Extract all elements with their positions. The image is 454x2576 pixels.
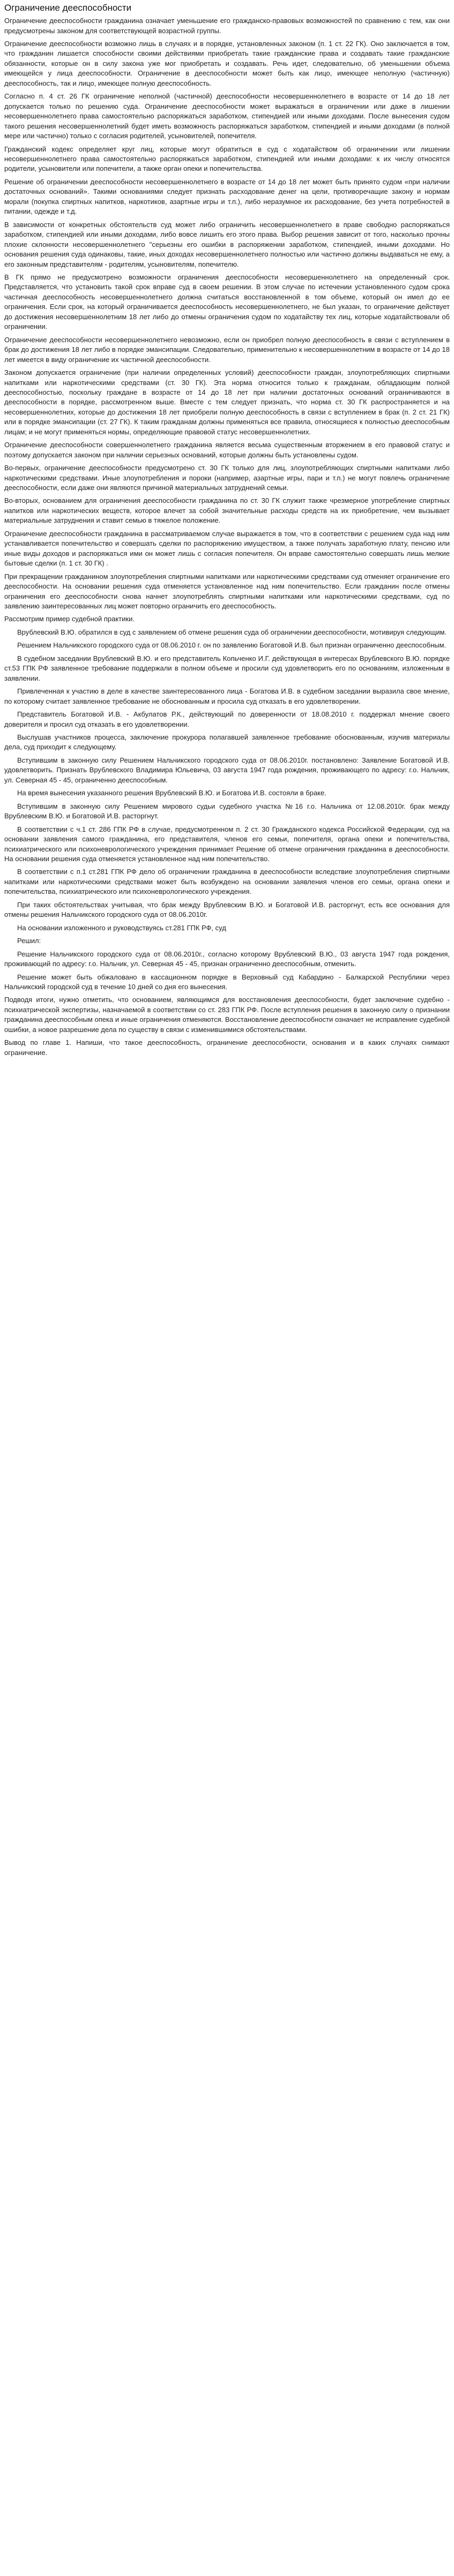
paragraph: В зависимости от конкретных обстоятельств суд может либо ограничить несовершеннолетнего в праве свободно распоряжаться заработком, стипендией или иными доходами, либо вовсе лишить его этого права. Выбор решения зависит от того, насколько прочны плохие склонности несовершеннолетнего "серьезны его ошибки в распоряжении заработком, стипендией, иными доходами. Но основания решения суда одинаковы, такие, иных доходах несовершеннолетнего полностью или частично должны выдаваться не ему, а его законным представителям - родителям, усыновителям, попечителю. [4,220,450,268]
paragraph: Вступившим в законную силу Решением Нальчикского городского суда от 08.06.2010г. постановлено: Заявление Богатовой И.В. удовлетворить. Признать Врублевского Владимира Юльевича, 03 августа 1947 года рождения, проживающего по адресу: г.о. Нальчик, ул. Северная 45 - 45, ограниченно дееспособным. [4,756,450,784]
paragraph: При прекращении гражданином злоупотребления спиртными напитками или наркотическими средствами суд отменяет ограничение его дееспособности. На основании решения суда отменяется установленное над ним попечительство. Если гражданин после отмены ограничения его дееспособности снова начнет злоупотреблять спиртными напитками или наркотическими средствами, суд по заявлению заинтересованных лиц может повторно ограничить его дееспособность. [4,572,450,611]
paragraph: Решил: [17,937,41,945]
paragraph: Решение Нальчикского городского суда от 08.06.2010г., согласно которому Врублевский В.Ю., 03 августа 1947 года рождения, проживающий по адресу: г.о. Нальчик, ул. Северная 45 - 45, признан ограниченно дееспособным, отменить. [4,950,450,968]
paragraph: Привлеченная к участию в деле в качестве заинтересованного лица - Богатова И.В. в судебном заседании выразила свое мнение, по которому считает заявленное требование не обоснованным и просила суд отказать в его удовлетворении. [4,687,450,705]
paragraph: Решение может быть обжаловано в кассационном порядке в Верховный суд Кабардино - Балкарской Республики через Нальчикский городской суд в течение 10 дней со дня его вынесения. [4,973,450,991]
paragraph: Гражданский кодекс определяет круг лиц, которые могут обратиться в суд с ходатайством об ограничении или лишении несовершеннолетнего права самостоятельно распоряжаться заработком, стипендией или иными доходами: к их числу относятся родители, усыновители или попечители, а также орган опеки и попечительства. [4,145,450,173]
document-page [0,0,454,1066]
paragraph: Ограничение дееспособности возможно лишь в случаях и в порядке, установленных законом (п. 1 ст. 22 ГК). Оно заключается в том, что гражданин лишается способности своими действиями приобретать такие гражданские права и создавать такие гражданские обязанности, которые он в силу закона уже мог приобретать и создавать. Речь идет, следовательно, об уменьшении объема имеющейся у лица дееспособности. Ограничение в дееспособности может быть как лицо, имеющее неполную (частичную) дееспособность, так и лицо, имеющее полную дееспособность. [4,40,450,87]
paragraph: Решение об ограничении дееспособности несовершеннолетнего в возрасте от 14 до 18 лет может быть принято судом «при наличии достаточных оснований». Такими основаниями следует признать расходование денег на цели, противоречащие закону и нормам морали (покупка спиртных напитков, наркотиков, азартные игры и т.п.), либо неразумное их расходование, без учета потребностей в питании, одежде и т.д. [4,177,450,216]
paragraph: На основании изложенного и руководствуясь ст.281 ГПК РФ, суд [17,923,226,932]
paragraph: На время вынесения указанного решения Врублевский В.Ю. и Богатова И.В. состояли в браке. [17,789,326,797]
paragraph: Согласно п. 4 ст. 26 ГК ограничение неполной (частичной) дееспособности несовершеннолетнего в возрасте от 14 до 18 лет допускается только по решению суда. Ограничение дееспособности может выражаться в ограничении или даже в лишении несовершеннолетнего права самостоятельно распоряжаться заработком, стипендией или иными доходами. После вынесения судом такого решения несовершеннолетний будет иметь возможность распоряжаться заработком, стипендией и иными доходами (в полной мере или частично) только с согласия родителей, усыновителей, попечителя. [4,92,450,140]
paragraph: Подводя итоги, нужно отметить, что основанием, являющимся для восстановления дееспособности, будет заключение судебно - психиатрической экспертизы, назначаемой в соответствии со ст. 283 ГПК РФ. После вступления решения в законную силу о признании гражданина дееспособным опека и иные ограничения отменяются. Восстановление дееспособности означает не исправление судебной ошибки, а новое разрешение дела по существу в связи с изменившимися обстоятельствами. [4,996,450,1034]
paragraph: В ГК прямо не предусмотрено возможности ограничения дееспособности несовершеннолетнего на определенный срок. Представляется, что установить такой срок вправе суд в своем решении. В этом случае по истечении установленного судом срока частичная дееспособность несовершеннолетнего должна считаться восстановленной в том объеме, который он имел до ее ограничения. Если срок, на который ограничивается дееспособность несовершеннолетнего, не был указан, то ограничение действует до достижения несовершеннолетним 18 лет либо до отмены ограничения судом по ходатайству тех лиц, которые ходатайствовали об ограничении. [4,273,450,331]
page-title: Ограничение дееспособности [4,3,132,13]
paragraph: Во-первых, ограничение дееспособности предусмотрено ст. 30 ГК только для лиц, злоупотребляющих спиртными напитками либо наркотическими средствами. Иные злоупотребления и пороки (например, азартные игры, пари и т.п.) не могут повлечь ограничение дееспособности, если даже они являются причиной материальных затруднений семьи. [4,464,450,492]
paragraph: Рассмотрим пример судебной практики. [4,615,135,623]
paragraph: При таких обстоятельствах учитывая, что брак между Врублевским В.Ю. и Богатовой И.В. расторгнут, есть все основания для отмены решения Нальчикского городского суда от 08.06.2010г. [4,900,450,919]
paragraph: В судебном заседании Врублевский В.Ю. и его представитель Копьченко И.Г. действующая в интересах Врублевского В.Ю. порядке ст.53 ГПК РФ заявленное требование поддержали в полном объеме и просили суд удовлетворить его по основаниям, изложенным в заявлении. [4,654,450,682]
paragraph: Ограничение дееспособности несовершеннолетнего невозможно, если он приобрел полную дееспособность в связи с вступлением в брак до достижения 18 лет либо в порядке эмансипации. Следовательно, применительно к несовершеннолетним в возрасте от 14 до 18 лет имеется в виду ограничение их частичной дееспособности. [4,335,450,364]
paragraph: В соответствии с ч.1 ст. 286 ГПК РФ в случае, предусмотренном п. 2 ст. 30 Гражданского кодекса Российской Федерации, суд на основании заявления самого гражданина, его представителя, членов его семьи, попечителя, органа опеки и попечительства, психиатрического или психоневрологического учреждения принимает Решение об отмене ограничения гражданина в дееспособности. На основании решения суда отменяется установленное над ним попечительство. [4,825,450,863]
paragraph: Ограничение дееспособности гражданина в рассматриваемом случае выражается в том, что в соответствии с решением суда над ним устанавливается попечительство и совершать сделки по распоряжению имуществом, а также получать заработную плату, пенсию или иные виды доходов и распоряжаться ими он может лишь с согласия попечителя. Он вправе самостоятельно совершать лишь мелкие бытовые сделки (п. 1 ст. 30 ГК) . [4,529,450,568]
paragraph: Ограничение дееспособности гражданина означает уменьшение его гражданско-правовых возможностей по сравнению с тем, как они предусмотрены законом для соответствующей возрастной группы. [4,17,450,35]
paragraph: Врублевский В.Ю. обратился в суд с заявлением об отмене решения суда об ограничении дееспособности, мотивируя следующим. [17,628,447,636]
document-body [4,16,450,1058]
paragraph: Законом допускается ограничение (при наличии определенных условий) дееспособности граждан, злоупотребляющих спиртными напитками или наркотическими средствами (ст. 30 ГК). Эта норма относится только к гражданам, обладающим полной дееспособностью, поскольку граждане в возрасте от 14 до 18 лет при наличии достаточных оснований ограничиваются в дееспособности в порядке, рассмотренном выше. Вместе с тем следует признать, что норма ст. 30 ГК распространяется и на несовершеннолетних, которые до достижения 18 лет приобрели полную дееспособность в связи с вступлением в брак (п. 2 ст. 21 ГК) или в порядке эмансипации (ст. 27 ГК). К таким гражданам должны применяться все правила, относящиеся к полностью дееспособным лицам; и не могут применяться нормы, определяющие правовой статус несовершеннолетних. [4,368,450,436]
paragraph: Вывод по главе 1. Напиши, что такое дееспособность, ограничение дееспособности, основания и в каких случаях снимают ограничение. [4,1038,450,1057]
paragraph: В соответствии с п.1 ст.281 ГПК РФ дело об ограничении гражданина в дееспособности вследствие злоупотребления спиртными напитками или наркотическими средствами может быть возбуждено на основании заявления членов его семьи, органа опеки и попечительства, психиатрического или психоневрологического учреждения. [4,868,450,896]
paragraph: Вступившим в законную силу Решением мирового судьи судебного участка №16 г.о. Нальчика от 12.08.2010г. брак между Врублевским В.Ю. и Богатовой И.В. расторгнут. [4,802,450,820]
paragraph: Ограничение дееспособности совершеннолетнего гражданина является весьма существенным вторжением в его правовой статус и поэтому допускается законом при наличии серьезных оснований, которые должны быть установлены судом. [4,441,450,459]
paragraph: Выслушав участников процесса, заключение прокурора полагавшей заявленное требование обоснованным, изучив материалы дела, суд приходит к следующему. [4,733,450,751]
paragraph: Решением Нальчикского городского суда от 08.06.2010 г. он по заявлению Богатовой И.В. был признан ограниченно дееспособным. [17,641,446,650]
paragraph: Во-вторых, основанием для ограничения дееспособности гражданина по ст. 30 ГК служит также чрезмерное употребление спиртных напитков или наркотических веществ, которое влечет за собой значительные расходы средств на их приобретение, чем вызывает материальные затруднения и ставит семью в тяжелое положение. [4,496,450,525]
paragraph: Представитель Богатовой И.В. - Акбулатов Р.К., действующий по доверенности от 18.08.2010 г. поддержал мнение своего доверителя и просил суд отказать в его удовлетворении. [4,710,450,728]
